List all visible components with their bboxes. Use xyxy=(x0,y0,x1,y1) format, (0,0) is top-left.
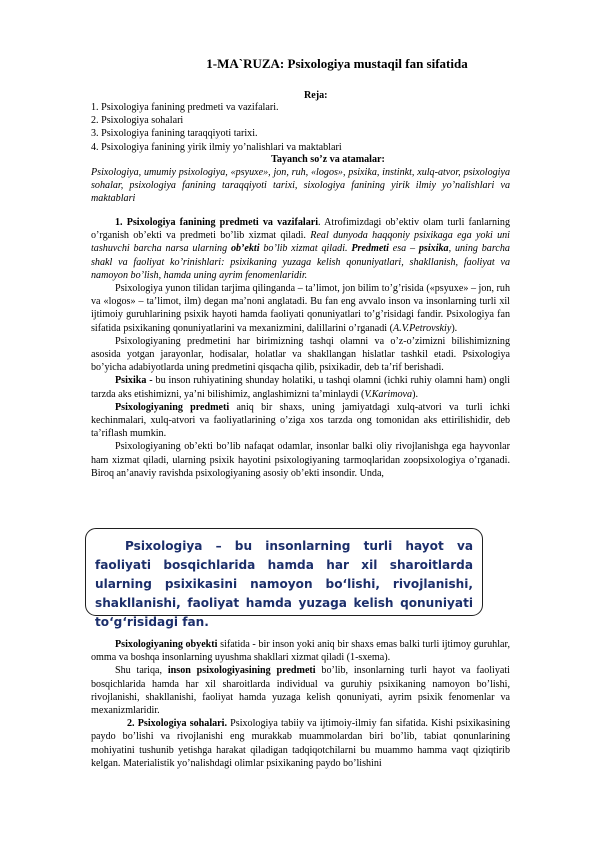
term-obyekti: Psixologiyaning obyekti xyxy=(115,639,218,650)
author-citation: A.V.Petrovskiy xyxy=(393,322,452,334)
section-2-heading: 2. Psixologiya sohalari. xyxy=(127,718,227,730)
plan-item: 1. Psixologiya fanining predmeti va vazifalari. xyxy=(91,102,279,113)
lecture-title xyxy=(0,56,596,72)
plan-item: 2. Psixologiya sohalari xyxy=(91,115,184,127)
lecture-title-text: Psixologiya mustaqil fan sifatida xyxy=(287,56,468,71)
definition-highlight-text: Psixologiya – bu insonlarning turli hayot va faoliyati bosqichlarida hamda har xil sharoitlarda ularning psixikasini namoyon bo‘lishi, rivojlanishi, shakllanishi, faoliyat hamda yuzaga kelish qonuniyati to‘g‘risidagi fan. xyxy=(95,539,473,629)
paragraph-predmeti: Psixologiyaning predmeti aniq bir shaxs, uning jamiyatdagi xulq-atvori va turli ichki kechinmalari, xulq-atvori va faoliyatlarining o’ziga xos tarzda ong tomonidan aks ettirilishidir, deb ta’riflash mumkin. xyxy=(91,401,511,440)
definition-highlight-box xyxy=(85,528,483,629)
plan-item: 3. Psixologiya fanining taraqqiyoti tarixi. xyxy=(91,128,258,140)
paragraph-sohalari: 2. Psixologiya sohalari. Psixologiya tabiiy va ijtimoiy-ilmiy fan sifatida. Kishi psixikasining paydo bo’lishi va rivojlanishi eng murakkab muammolardan biri bo’lib, tabiat qonunlarining mohiyatini tushunib yetishga harakat qiladigan tadqiqotchilarni bu muammo hamma vaqt qiziqtirib kelgan. Materialistik yo’nalishdagi olimlar psixikaning paydo bo’lishini xyxy=(91,718,511,769)
paragraph-summary: Shu tariqa, inson psixologiyasining predmeti bo’lib, insonlarning turli hayot va faoliyati bosqichlarida hamda har xil sharoitlarda individual va guruhiy psixikaning namoyon bo’lishi, rivojlanishi, shakllanishi, faoliyat hamda yuzaga kelish qonuniyati, ayrim psixik fenomenlar va mexanizmlaridir. xyxy=(91,665,510,717)
term-predmeti: Psixologiyaning predmeti xyxy=(115,401,230,413)
section-2-body xyxy=(91,638,510,770)
paragraph-psixika: Psixika - bu inson ruhiyatining shunday holatiki, u tashqi olamni (ichki ruhiy olamni ham) ongli tarzda aks etishimizni, ya’ni bilishimiz, anglashimizni ta’minlaydi (V.Karimova). xyxy=(91,375,510,400)
plan-item: 4. Psixologiya fanining yirik ilmiy yo’nalishlari va maktablari xyxy=(91,141,342,153)
section-1-heading: 1. Psixologiya fanining predmeti va vazifalari xyxy=(115,217,319,228)
paragraph-obekti: Psixologiyaning ob’ekti bo’lib nafaqat odamlar, insonlar balki oliy rivojlanishga ega hayvonlar ham xizmat qiladi, ularning psixik hayotini psixologiyaning tarmoqlaridan zoopsixologiya o’rganadi. Biroq an’anaviy ravishda psixologiyaning asosiy ob’ekti insondir. Unda, xyxy=(91,441,510,479)
keywords-heading: Tayanch so’z va atamalar: xyxy=(271,154,385,165)
section-1-body xyxy=(91,216,510,480)
plan-list xyxy=(91,101,342,154)
keywords-text: Psixologiya, umumiy psixologiya, «psyuxe», jon, ruh, «logos», psixika, instinkt, xulq-atvor, psixologiya sohalar, psixologiya fanining taraqqiyoti tarixi, sixologiya fanining yirik ilmiy yo’nalishlari va maktablari xyxy=(91,167,510,205)
term-inson-psixologiyasi: inson psixologiyasining predmeti xyxy=(167,665,316,677)
plan-heading: Reja: xyxy=(304,90,328,101)
term-psixika: Psixika - xyxy=(115,375,153,387)
paragraph-subject: 1. Psixologiya fanining predmeti va vazifalari. Atrofimizdagi ob’ektiv olam turli fanlarning o’rganish ob’ekti va predmeti bo’lib xizmat qiladi. Real dunyoda haqqoniy psixikaga ega yoki uni tashuvchi barcha narsa ularning ob’ekti bo’lib xizmat qiladi. Predmeti esa – psixika, uning barcha shakl va faoliyat ko’rinishlari: psixikaning yuzaga kelish qonuniyatlari, shakllanish, faoliyat va namoyon bo’lish, hamda uning ayrim fenomenlaridir. xyxy=(91,217,510,281)
paragraph-predmet: Psixologiyaning predmetini har birimizning tashqi olamni va o’z-o’zimizni bilishimizning asosida yotgan jarayonlar, hodisalar, holatlar va shakllangan hislatlar tashkil etadi. Psixologiya bo’yicha adabiyotlarda uning predmetini qisqacha qilib, psixikadir, deb ta’rif berishadi. xyxy=(91,335,510,374)
paragraph-definition: Psixologiya yunon tilidan tarjima qilinganda – ta’limot, jon bilim to’g’risida («psyuxe» – jon, ruh va «logos» – ta’limot, ilm) degan ma’noni anglatadi. Bu fan eng avvalo inson va insonlarning turli xil ijtimoiy guruhlarining psixik hayoti hamda faoliyati qonuniyatlari to’g’risidagi fandir. Psixologiya fan sifatida psixikaning qonuniyatlarini va mexanizmini, dalillarini o’rganadi (A.V.Petrovskiy). xyxy=(91,283,510,334)
paragraph-obyekti: Psixologiyaning obyekti sifatida - bir inson yoki aniq bir shaxs emas balki turli ijtimoy guruhlar, omma va boshqa insonlarning uyushma shakllari xizmat qiladi (1-sxema). xyxy=(91,639,510,664)
author-citation: V.Karimova xyxy=(364,388,413,400)
lecture-number: 1-MA`RUZA: xyxy=(206,56,285,71)
